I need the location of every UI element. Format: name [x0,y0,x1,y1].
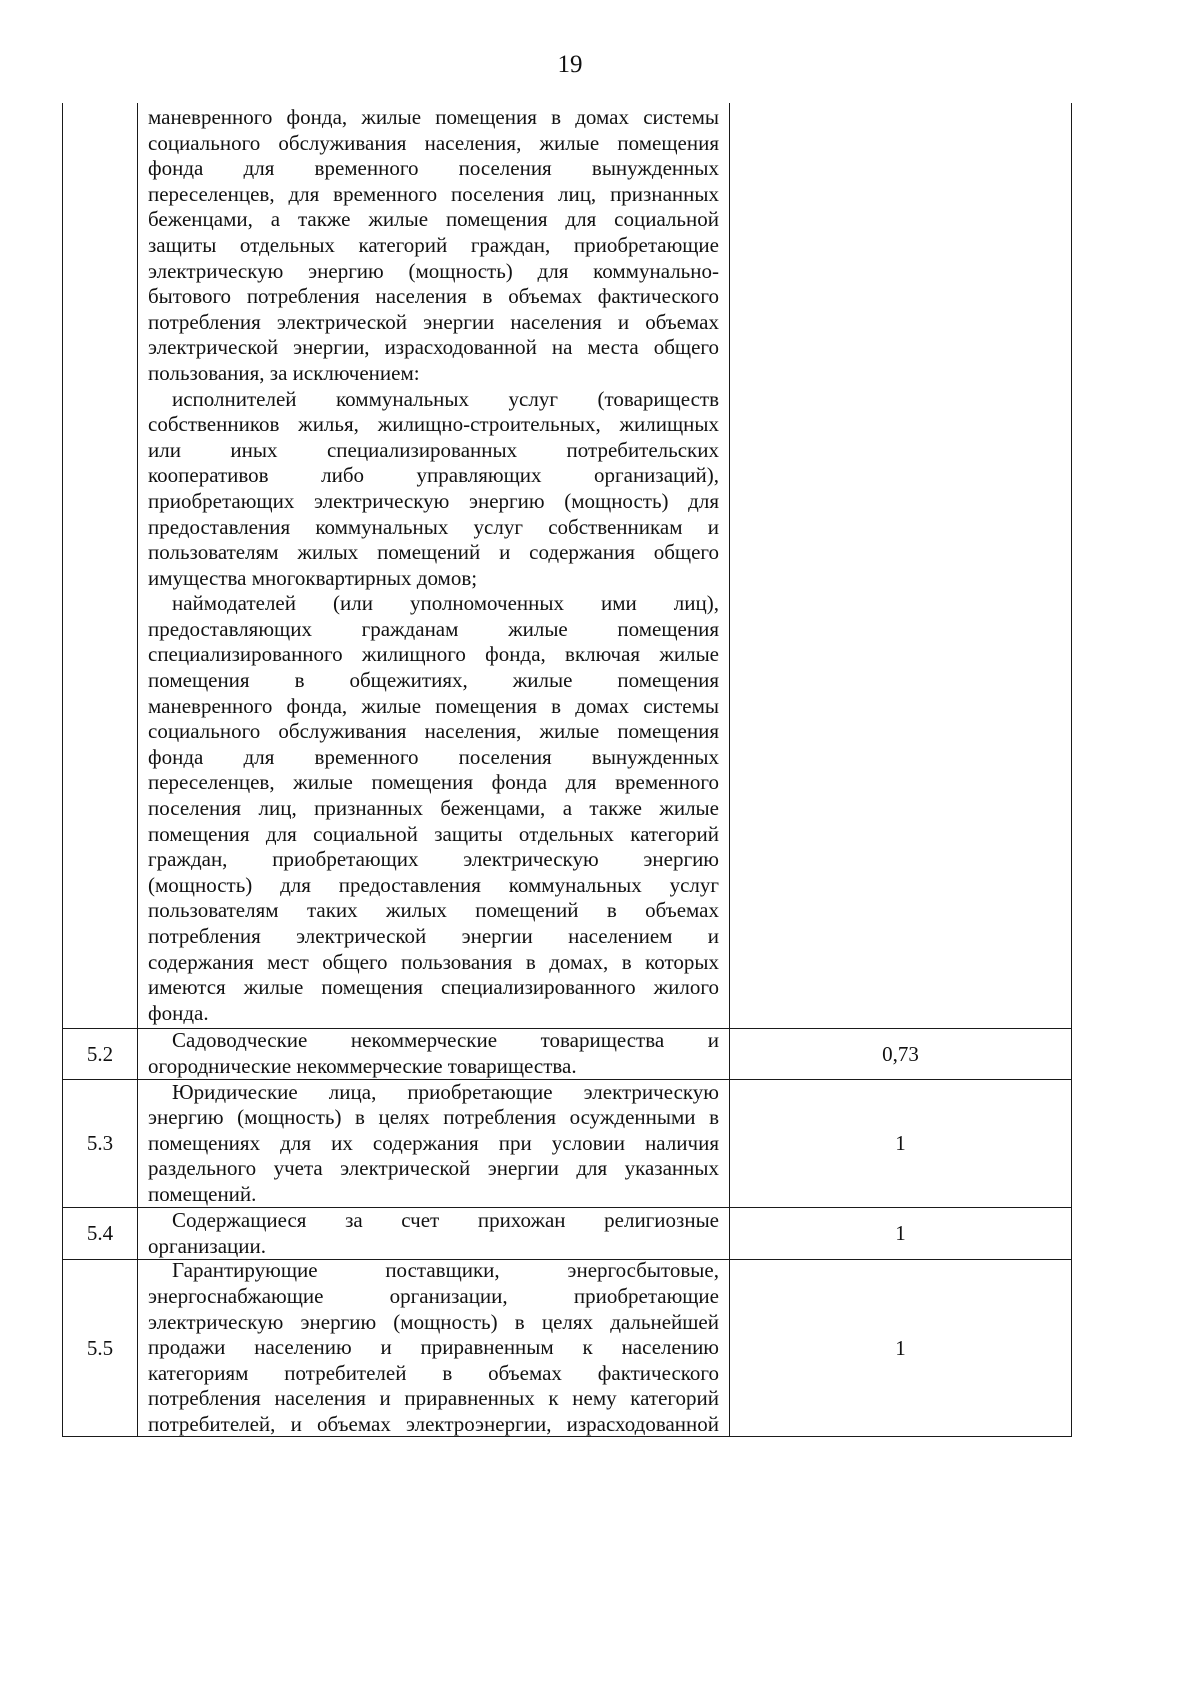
text-line [148,796,719,822]
description-cell [138,1260,730,1436]
text-line [148,1412,719,1438]
text-line-content: (мощность) для предоставления коммунальных услуг [148,872,719,897]
text-line-content: Садоводческие некоммерческие товарищества и [172,1028,719,1053]
text-line [148,412,719,438]
text-line-content: Содержащиеся за счет прихожан религиозные [172,1207,719,1232]
text-line-content: беженцами, а также жилые помещения для социальной [148,207,719,232]
table-row [63,1079,1071,1207]
text-line-content: фонда. [148,1000,209,1025]
text-line [148,1208,719,1234]
text-line [148,642,719,668]
item-number-cell: 5.5 [63,1260,138,1436]
text-line-content: огороднические некоммерческие товарищества. [148,1054,577,1078]
table-row [63,103,1071,1028]
text-line-content: помещения в общежитиях, жилые помещения [148,668,719,693]
text-line [148,233,719,259]
table-row [63,1259,1071,1436]
text-line-content: предоставления коммунальных услуг собственникам и [148,514,719,539]
text-line [148,924,719,950]
text-line [148,975,719,1001]
text-line-content: предоставляющих гражданам жилые помещения [148,616,719,641]
text-line-content: поселения лиц, признанных беженцами, а также жилые [148,796,719,821]
text-line [148,207,719,233]
text-line [148,361,719,387]
text-line-content: маневренного фонда, жилые помещения в домах системы [148,105,719,129]
text-line-content: помещения для социальной защиты отдельных категорий [148,821,719,846]
text-line-content: Гарантирующие поставщики, энергосбытовые, [172,1258,719,1283]
text-line-content: бытового потребления населения в объемах фактического [148,284,719,309]
text-line [148,310,719,336]
text-line [148,105,719,131]
text-line [148,489,719,515]
text-line [148,770,719,796]
text-line-content: переселенцев, жилые помещения фонда для временного [148,770,719,795]
text-line-content: фонда для временного поселения вынужденных [148,744,719,769]
table-row [63,1028,1071,1079]
text-line [148,335,719,361]
item-number-cell [63,103,138,1028]
text-line-content: потребления населения и приравненных к нему категорий [148,1386,719,1411]
text-line [148,668,719,694]
text-line-content: потребления электрической энергии населением и [148,924,719,948]
text-line [148,950,719,976]
text-line-content: энергию (мощность) в целях потребления осужденными в [148,1105,719,1130]
text-line [148,1131,719,1157]
text-line [148,1001,719,1027]
text-line-content: переселенцев, для временного поселения лиц, признанных [148,181,719,206]
coefficient-cell: 1 [895,1131,906,1155]
text-line [148,694,719,720]
text-line-content: имеются жилые помещения специализированного жилого [148,975,719,1000]
text-line [148,1335,719,1361]
text-line [148,1182,719,1208]
text-line [148,1310,719,1336]
text-line-content: раздельного учета электрической энергии для указанных [148,1156,719,1181]
item-number-cell: 5.3 [63,1080,138,1207]
text-line [148,1284,719,1310]
text-line [148,387,719,413]
text-line [148,1105,719,1131]
text-line-content: помещений. [148,1181,257,1206]
text-line [148,745,719,771]
text-line [148,1258,719,1284]
coefficient-cell: 1 [895,1335,906,1360]
text-line [148,1361,719,1387]
text-line-content: или иных специализированных потребительских [148,437,719,462]
text-line [148,1386,719,1412]
text-line-content: приобретающих электрическую энергию (мощность) для [148,488,719,513]
text-line-content: пользования, за исключением: [148,360,420,385]
text-line [148,131,719,157]
text-line-content: организации. [148,1233,266,1258]
text-line-content: пользователям жилых помещений и содержания общего [148,540,719,565]
text-line-content: собственников жилья, жилищно-строительных, жилищных [148,412,719,437]
text-line-content: продажи населению и приравненным к населению [148,1335,719,1360]
coefficient-cell: 0,73 [882,1041,919,1066]
text-line [148,873,719,899]
text-line-content: специализированного жилищного фонда, включая жилые [148,642,719,667]
text-line [148,719,719,745]
text-line-content: граждан, приобретающих электрическую энергию [148,847,719,872]
text-line-content: потребления электрической энергии населения и объемах [148,309,719,334]
text-line-content: фонда для временного поселения вынужденных [148,156,719,181]
text-line [148,540,719,566]
text-line-content: пользователям таких жилых помещений в объемах [148,898,719,923]
description-cell [138,1080,730,1207]
text-line-content: маневренного фонда, жилые помещения в домах системы [148,693,719,718]
text-line-content: помещениях для их содержания при условии наличия [148,1130,719,1155]
text-line-content: имущества многоквартирных домов; [148,565,478,590]
text-line [148,1054,719,1080]
text-line [148,438,719,464]
text-line [148,259,719,285]
text-line-content: социального обслуживания населения, жилые помещения [148,130,719,155]
text-line [148,1028,719,1054]
text-line-content: электрическую энергию (мощность) в целях дальнейшей [148,1309,719,1334]
text-line [148,617,719,643]
text-line [148,847,719,873]
text-line-content: потребителей, и объемах электроэнергии, израсходованной [148,1411,719,1436]
text-line-content: содержания мест общего пользования в домах, в которых [148,949,719,974]
text-line-content: защиты отдельных категорий граждан, приобретающие [148,232,719,257]
text-line [148,182,719,208]
description-cell [138,1208,730,1259]
text-line [148,284,719,310]
item-number-cell: 5.2 [63,1029,138,1079]
description-cell [138,1029,730,1079]
text-line-content: кооперативов либо управляющих организаций), [148,463,719,488]
coefficient-cell: 1 [895,1221,906,1245]
text-line-content: исполнителей коммунальных услуг (товариществ [172,386,719,411]
page-number: 19 [557,51,583,78]
tariff-coefficient-table [62,103,1072,1437]
text-line [148,515,719,541]
text-line-content: энергоснабжающие организации, приобретающие [148,1284,719,1309]
text-line [148,566,719,592]
text-line-content: наймодателей (или уполномоченных ими лиц), [172,591,719,616]
text-line [148,591,719,617]
text-line-content: Юридические лица, приобретающие электрическую [172,1079,719,1104]
text-line [148,1080,719,1106]
text-line [148,1156,719,1182]
text-line-content: электрической энергии, израсходованной на места общего [148,335,719,360]
text-line-content: электрическую энергию (мощность) для коммунально- [148,258,719,283]
text-line [148,1234,719,1260]
text-line [148,822,719,848]
coefficient-cell [730,103,1071,1028]
text-line-content: категориям потребителей в объемах фактического [148,1360,719,1385]
item-number-cell: 5.4 [63,1208,138,1259]
text-line [148,898,719,924]
text-line [148,156,719,182]
description-cell [138,103,730,1028]
text-line [148,463,719,489]
text-line-content: социального обслуживания населения, жилые помещения [148,719,719,744]
table-row [63,1207,1071,1259]
